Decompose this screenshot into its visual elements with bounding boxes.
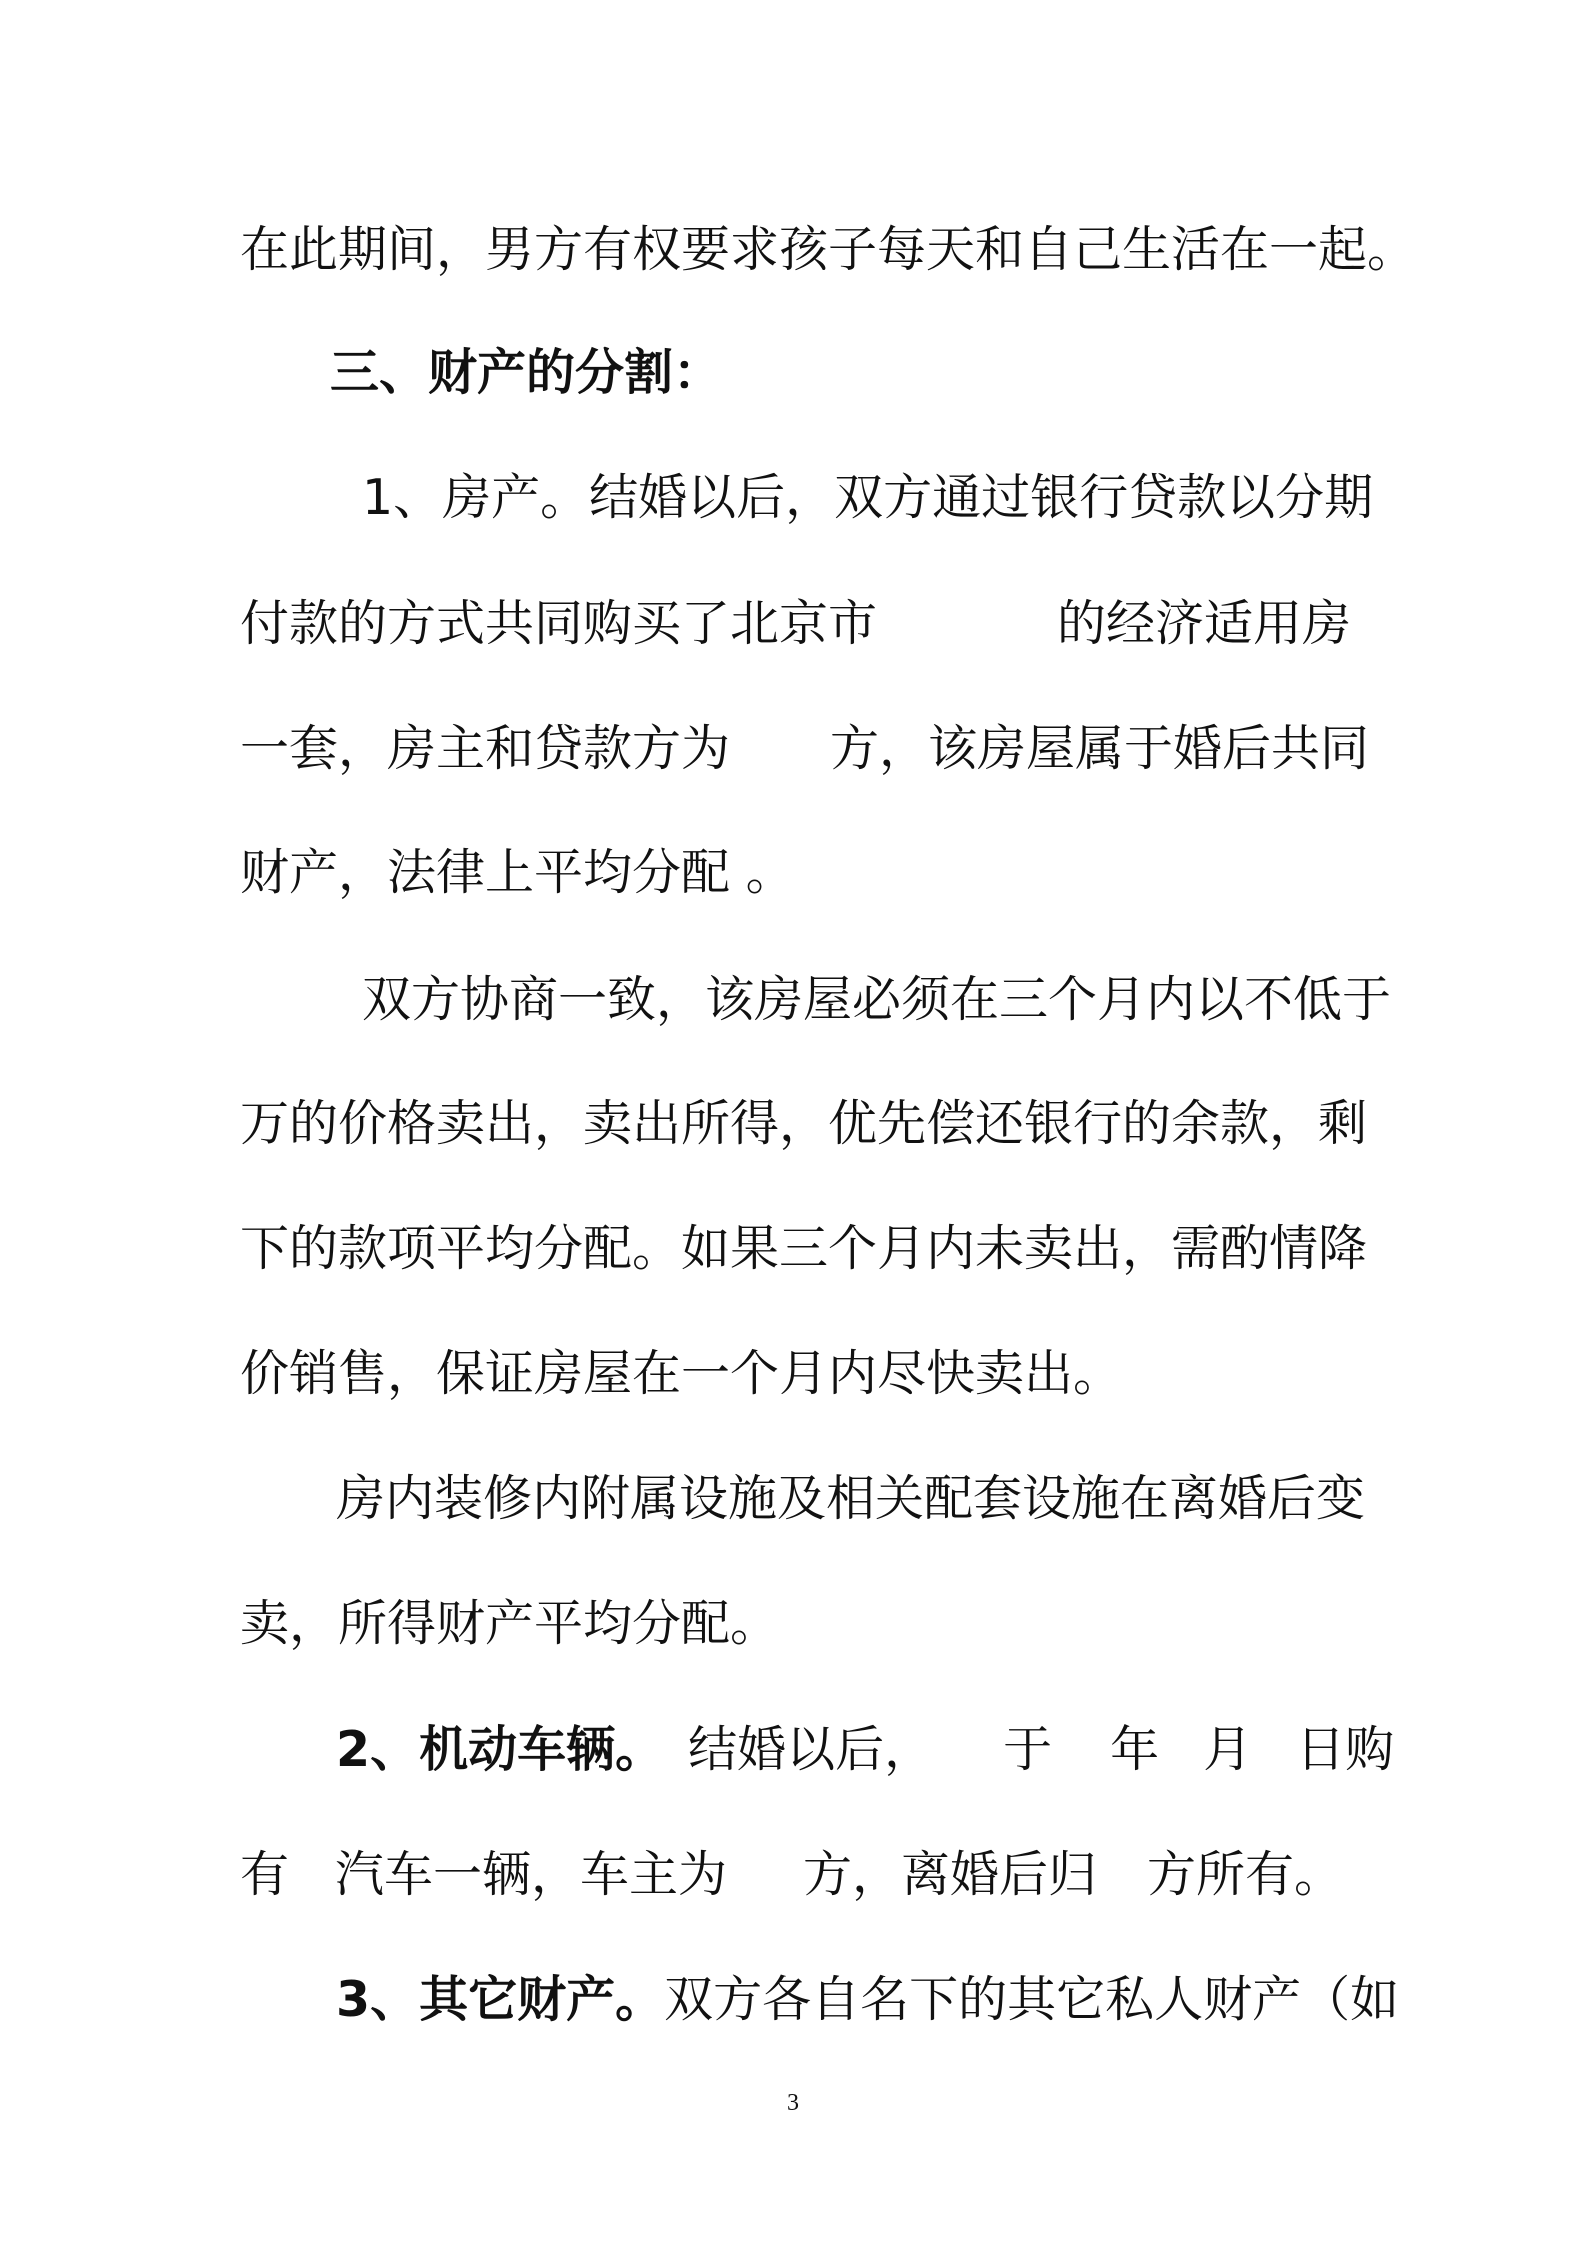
text-line [240, 1838, 1350, 1912]
paragraph-text: 双方各自名下的其它私人财产（如 [664, 1971, 1400, 2028]
paragraph-text: 1、房产。结婚以后，双方通过银行贷款以分期 [362, 469, 1374, 526]
paragraph-text: 月 [1203, 1721, 1253, 1778]
subheading-text: 2、机动车辆。 [336, 1721, 665, 1778]
text-line [336, 1963, 1446, 2037]
paragraph-text: 日购 [1296, 1721, 1395, 1778]
paragraph-text: 万的价格卖出，卖出所得，优先偿还银行的余款，剩 [240, 1095, 1368, 1152]
text-line [240, 836, 1350, 910]
paragraph-text: 于 [1003, 1721, 1053, 1778]
text-line [240, 712, 1370, 786]
paragraph-text: 方，该房屋属于婚后共同 [830, 720, 1370, 777]
text-line [336, 1462, 1446, 1536]
section-heading-text: 三、财产的分割： [330, 344, 723, 401]
text-line [240, 587, 1350, 661]
paragraph-text: 结婚以后， [688, 1721, 934, 1778]
text-line [240, 1087, 1368, 1161]
section-heading [330, 336, 1440, 410]
paragraph-text: 房内装修内附属设施及相关配套设施在离婚后变 [336, 1470, 1366, 1527]
text-line [362, 963, 1472, 1037]
page-number: 3 [787, 2090, 799, 2116]
paragraph-text: 卖，所得财产平均分配。 [240, 1595, 780, 1652]
text-line [240, 1337, 1350, 1411]
text-line [336, 1713, 1446, 1787]
text-line [240, 213, 1417, 287]
text-line [240, 1212, 1368, 1286]
subheading-text: 3、其它财产。 [336, 1971, 665, 2028]
paragraph-text: 方，离婚后归 [803, 1846, 1098, 1903]
paragraph-text: 汽车一辆，车主为 [335, 1846, 728, 1903]
paragraph-text: 方所有。 [1147, 1846, 1344, 1903]
paragraph-text: 一套，房主和贷款方为 [240, 720, 731, 777]
paragraph-text: 付款的方式共同购买了北京市 [240, 595, 878, 652]
text-line [362, 461, 1472, 535]
paragraph-text: 有 [240, 1846, 290, 1903]
paragraph-text: 价销售，保证房屋在一个月内尽快卖出。 [240, 1345, 1123, 1402]
paragraph-text: 在此期间，男方有权要求孩子每天和自己生活在一起。 [240, 221, 1417, 278]
paragraph-text: 年 [1110, 1721, 1160, 1778]
paragraph-text: 下的款项平均分配。如果三个月内未卖出，需酌情降 [240, 1220, 1368, 1277]
paragraph-text: 的经济适用房 [1057, 595, 1352, 652]
text-line [240, 1587, 1350, 1661]
paragraph-text: 财产，法律上平均分配 。 [240, 844, 795, 901]
paragraph-text: 双方协商一致，该房屋必须在三个月内以不低于 [362, 971, 1392, 1028]
